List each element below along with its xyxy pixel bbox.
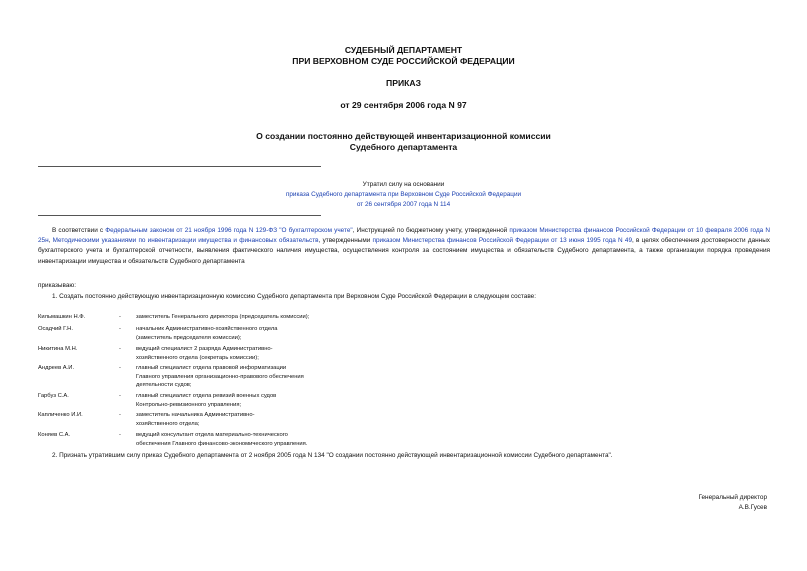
lost-force-link-text[interactable]: приказа Судебного департамента при Верховном Суде Российской Федерации — [285, 191, 522, 198]
member-row — [38, 411, 538, 431]
item-2: 2. Признать утратившим силу приказ Судебного департамента от 2 ноября 2005 года N 134 "О создании постоянно действующей инвентаризационной комиссии Судебного департамента". — [52, 452, 613, 459]
member-desc-line: Главного управления организационно-правового обеспечения — [136, 373, 304, 380]
lost-force-link-date[interactable]: от 26 сентября 2007 года N 114 — [356, 201, 451, 208]
item-1: 1. Создать постоянно действующую инвентаризационную комиссию Судебного департамента при Верховном Суде Российской Федерации в следующем составе: — [52, 293, 536, 300]
preamble-text-4: , утвержденными — [318, 237, 373, 245]
member-name: Осадчий Г.Н. — [38, 326, 73, 332]
divider-top — [38, 166, 321, 167]
member-name: Коняев С.А. — [38, 432, 71, 438]
preamble-text-5: , в целях обеспечения достоверности данных бухгалтерского учета и бухгалтерской отчетности, выявления фактического наличия имущества, осуществления контроля за состоянием имущества и обязательств Судебного департамента, а также организации порядка проведения инвентаризации имущества и обязательств Судебного департамента — [38, 237, 770, 265]
order-word: приказываю: — [38, 282, 76, 289]
member-name: Никитина М.Н. — [38, 346, 78, 352]
doc-date: от 29 сентября 2006 года N 97 — [340, 100, 467, 110]
member-row — [38, 392, 538, 412]
member-desc — [136, 411, 396, 428]
member-desc-line: ведущий специалист 2 разряда Административно- — [136, 346, 273, 352]
lost-force-line-1: Утратил силу на основании — [362, 181, 445, 188]
member-desc-line: обеспечения Главного финансово-экономического управления. — [136, 440, 308, 447]
divider-bottom — [38, 215, 321, 216]
member-name: Гарбуз С.А. — [38, 393, 69, 399]
signature-name: А.В.Гусев — [738, 504, 767, 511]
member-dash: - — [119, 326, 121, 332]
member-name: Капличенко И.И. — [38, 412, 83, 418]
member-dash: - — [119, 314, 121, 320]
preamble-text-1: В соответствии с — [52, 227, 106, 234]
link-minfin-order-25n[interactable]: приказом Министерства финансов Российской Федерации от 10 февраля 2006 года N 25н — [38, 227, 770, 245]
member-desc-line: (заместитель председателя комиссии); — [136, 334, 242, 341]
member-desc — [136, 313, 396, 322]
member-name: Кильмашкин Н.Ф. — [38, 314, 86, 320]
member-desc-line: Контрольно-ревизионного управления; — [136, 401, 242, 408]
member-desc-line: заместитель Генерального директора (председатель комиссии); — [136, 314, 310, 320]
member-desc-line: ведущий консультант отдела материально-технического — [136, 432, 288, 438]
member-desc-line: хозяйственного отдела; — [136, 420, 200, 427]
member-desc — [136, 392, 396, 409]
subject-line-2: Судебного департамента — [349, 142, 458, 152]
member-row — [38, 345, 538, 365]
member-dash: - — [119, 346, 121, 352]
member-row — [38, 364, 538, 391]
preamble-text-2: , Инструкцией по бюджетному учету, утвержденной — [352, 227, 510, 234]
member-dash: - — [119, 412, 121, 418]
member-dash: - — [119, 365, 121, 371]
link-minfin-order-49[interactable]: приказом Министерства финансов Российской Федерации от 13 июня 1995 года N 49 — [372, 237, 632, 245]
lost-force-link-1[interactable] — [0, 190, 807, 200]
member-desc-line: главный специалист отдела ревизий военных судов — [136, 393, 277, 399]
member-desc-line: деятельности судов; — [136, 382, 192, 389]
member-desc — [136, 431, 396, 448]
member-row — [38, 313, 538, 325]
subject-line-1: О создании постоянно действующей инвентаризационной комиссии — [256, 131, 551, 141]
member-desc — [136, 364, 396, 390]
doc-type: ПРИКАЗ — [386, 78, 421, 88]
preamble-text-3: , — [48, 237, 53, 245]
lost-force-link-2[interactable] — [0, 200, 807, 210]
signature-position: Генеральный директор — [698, 494, 767, 501]
member-desc-line: заместитель начальника Административно- — [136, 412, 255, 418]
member-desc — [136, 325, 396, 342]
header-line-1: СУДЕБНЫЙ ДЕПАРТАМЕНТ — [344, 45, 463, 55]
member-row — [38, 431, 538, 451]
member-desc-line: начальник Административно-хозяйственного отдела — [136, 326, 278, 332]
member-dash: - — [119, 393, 121, 399]
member-desc — [136, 345, 396, 362]
header-line-2: ПРИ ВЕРХОВНОМ СУДЕ РОССИЙСКОЙ ФЕДЕРАЦИИ — [292, 56, 515, 66]
member-desc-line: главный специалист отдела правовой информатизации — [136, 365, 287, 371]
preamble-paragraph — [38, 226, 770, 267]
link-federal-law[interactable]: Федеральным законом от 21 ноября 1996 года N 129-ФЗ "О бухгалтерском учете" — [105, 227, 353, 234]
member-dash: - — [119, 432, 121, 438]
member-name: Андреев А.И. — [38, 365, 75, 371]
link-methodical-guidelines[interactable]: Методическими указаниями по инвентаризации имущества и финансовых обязательств — [52, 237, 319, 245]
member-desc-line: хозяйственного отдела (секретарь комиссии); — [136, 354, 259, 361]
member-row — [38, 325, 538, 345]
